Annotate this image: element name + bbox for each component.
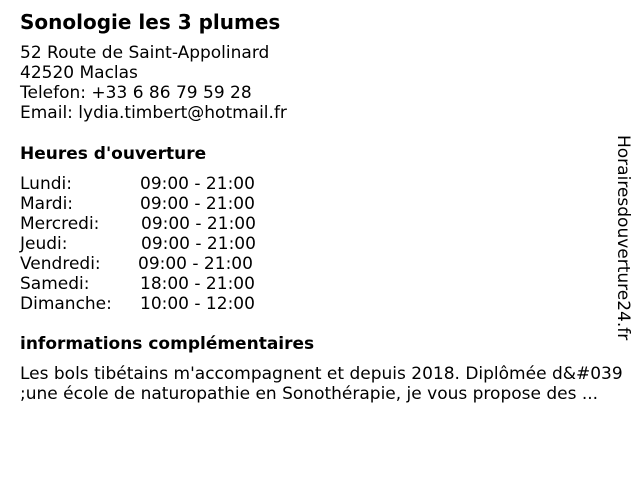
day-label: Dimanche: xyxy=(20,294,112,314)
phone-number[interactable]: Telefon: +33 6 86 79 59 28 xyxy=(20,83,252,103)
address-city: 42520 Maclas xyxy=(20,63,138,83)
day-label: Mardi: xyxy=(20,194,74,214)
email-address[interactable]: Email: lydia.timbert@hotmail.fr xyxy=(20,103,287,123)
hours-row-friday xyxy=(20,254,340,274)
hours-row-wednesday xyxy=(20,214,340,234)
info-line: ;une école de naturopathie en Sonothérapie, je vous propose des ... xyxy=(20,384,599,404)
address-street: 52 Route de Saint-Appolinard xyxy=(20,43,270,63)
hours-row-sunday xyxy=(20,294,340,314)
time-range: 10:00 - 12:00 xyxy=(140,294,255,314)
time-range: 09:00 - 21:00 xyxy=(141,214,256,234)
day-label: Vendredi: xyxy=(20,254,101,274)
time-range: 09:00 - 21:00 xyxy=(138,254,253,274)
info-line: Les bols tibétains m'accompagnent et depuis 2018. Diplômée d&#039 xyxy=(20,364,623,384)
day-label: Mercredi: xyxy=(20,214,100,234)
hours-row-monday xyxy=(20,174,340,194)
day-label: Samedi: xyxy=(20,274,90,294)
site-watermark: Horairesdouverture24.fr xyxy=(613,135,633,341)
hours-row-thursday xyxy=(20,234,340,254)
opening-hours-table xyxy=(20,174,340,314)
contact-block xyxy=(20,43,287,123)
opening-hours-heading: Heures d'ouverture xyxy=(20,144,207,164)
time-range: 09:00 - 21:00 xyxy=(140,174,255,194)
day-label: Jeudi: xyxy=(20,234,68,254)
time-range: 09:00 - 21:00 xyxy=(141,234,256,254)
hours-row-tuesday xyxy=(20,194,340,214)
additional-info-text xyxy=(20,364,640,404)
time-range: 09:00 - 21:00 xyxy=(140,194,255,214)
time-range: 18:00 - 21:00 xyxy=(140,274,255,294)
hours-row-saturday xyxy=(20,274,340,294)
additional-info-heading: informations complémentaires xyxy=(20,334,315,354)
business-name: Sonologie les 3 plumes xyxy=(20,10,281,34)
day-label: Lundi: xyxy=(20,174,72,194)
